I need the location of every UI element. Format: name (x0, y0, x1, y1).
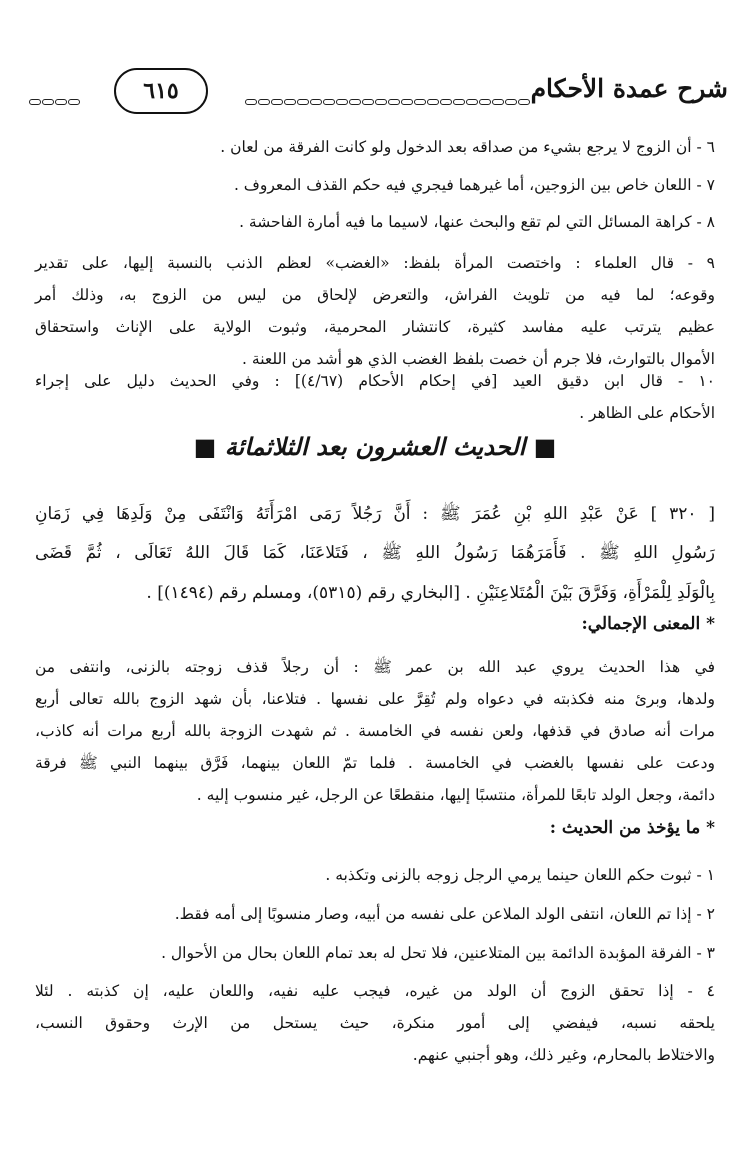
book-title: شرح عمدة الأحكام (530, 74, 728, 103)
paragraph-line: الأموال بالتوارث، فلا جرم أن خصت بلفظ الغضب الذي هو أشد من اللعنة . (242, 350, 715, 368)
hadith-line: رَسُولِ اللهِ ﷺ . فَأَمَرَهُمَا رَسُولُ اللهِ ﷺ ، فَتَلاعَنَا، كَمَا قَالَ اللهُ تَعَالَى ، ثُمَّ قَضَى (35, 543, 715, 563)
paragraph-line: مرات أنه صادق في قذفها، ولعن نفسه في الخامسة . ثم شهدت الزوجة بالله أربع مرات أنه كاذب، (35, 722, 715, 740)
hadith-title: ■ الحديث العشرون بعد الثلاثمائة ■ (193, 432, 557, 461)
page-header (28, 66, 728, 118)
paragraph-line: وقوعه؛ لما فيه من تلويث الفراش، والتعرض لإلحاق من ليس من الزوج به، وذلك أمر (35, 286, 715, 304)
list-item: ٣ - الفرقة المؤبدة الدائمة بين المتلاعنين، فلا تحل له بعد تمام اللعان بحال من الأحوال . (161, 944, 715, 962)
paragraph-line: ١٠ - قال ابن دقيق العيد [في إحكام الأحكام (٤/٦٧)] : وفي الحديث دليل على إجراء (35, 372, 715, 390)
hadith-line: بِالْوَلَدِ لِلْمَرْأَةِ، وَفَرَّقَ بَيْنَ الْمُتَلاعِنَيْنِ . [البخاري رقم (٥٣١٥)، ومسلم رقم (١٤٩٤)] . (146, 583, 715, 603)
paragraph-line: ٤ - إذا تحقق الزوج أن الولد من غيره، فيجب عليه نفيه، واللعان عليه، إن كذبته . لئلا (35, 982, 715, 1000)
ornament-chain-small-icon (28, 90, 80, 98)
list-item: ٧ - اللعان خاص بين الزوجين، أما غيرهما فيجري فيه حكم القذف المعروف . (233, 176, 715, 194)
section-heading-lessons: * ما يؤخذ من الحديث : (549, 818, 715, 838)
paragraph-line: ٩ - قال العلماء : واختصت المرأة بلفظ: «الغضب» لعظم الذنب بالنسبة إليها، على تقدير (35, 254, 715, 272)
paragraph-line: يلحقه نسبه، فيفضي إلى أمور منكرة، حيث يستحل من الإرث وحقوق النسب، (35, 1014, 715, 1032)
section-heading-meaning: * المعنى الإجمالي: (581, 614, 715, 634)
page-number: ٦١٥ (114, 68, 208, 114)
paragraph-line: الأحكام على الظاهر . (579, 404, 715, 422)
list-item: ١ - ثبوت حكم اللعان حينما يرمي الرجل زوجه بالزنى وتكذبه . (325, 866, 715, 884)
paragraph-line: ولدها، وبرئ منه فكذبته في دعواه ولم تُقِرَّ على نفسها . فتلاعنا، بأن شهد الزوج بالله تعالى أربع (35, 690, 715, 708)
list-item: ٨ - كراهة المسائل التي لم تقع والبحث عنها، لاسيما ما فيه أمارة الفاحشة . (239, 213, 715, 231)
paragraph-line: عظيم يترتب عليه مفاسد كثيرة، كانتشار المحرمية، وثبوت الولاية على الإناث واستحقاق (35, 318, 715, 336)
paragraph-line: دائمة، وجعل الولد تابعًا للمرأة، منتسبًا إليها، منقطعًا عن الرجل، غير منسوب إليه . (196, 786, 715, 804)
ornament-chain-icon (230, 90, 530, 98)
paragraph-line: والاختلاط بالمحارم، وغير ذلك، وهو أجنبي عنهم. (412, 1046, 715, 1064)
list-item: ٦ - أن الزوج لا يرجع بشيء من صداقه بعد الدخول ولو كانت الفرقة من لعان . (220, 138, 715, 156)
paragraph-line: ودعت على نفسها بالغضب في الخامسة . فلما تمّ اللعان بينهما، فَرَّق بينهما النبي ﷺ فرقة (35, 754, 715, 772)
list-item: ٢ - إذا تم اللعان، انتفى الولد الملاعن على نفسه من أبيه، وصار منسوبًا إلى أمه فقط. (174, 905, 715, 923)
paragraph-line: في هذا الحديث يروي عبد الله بن عمر ﷺ : أن رجلاً قذف زوجته بالزنى، وانتفى من (35, 658, 715, 676)
hadith-line: [ ٣٢٠ ] عَنْ عَبْدِ اللهِ بْنِ عُمَرَ ﷺ : أَنَّ رَجُلاً رَمَى امْرَأَتَهُ وَانْتَفَى مِنْ وَلَدِهَا فِي زَمَانِ (35, 504, 715, 524)
